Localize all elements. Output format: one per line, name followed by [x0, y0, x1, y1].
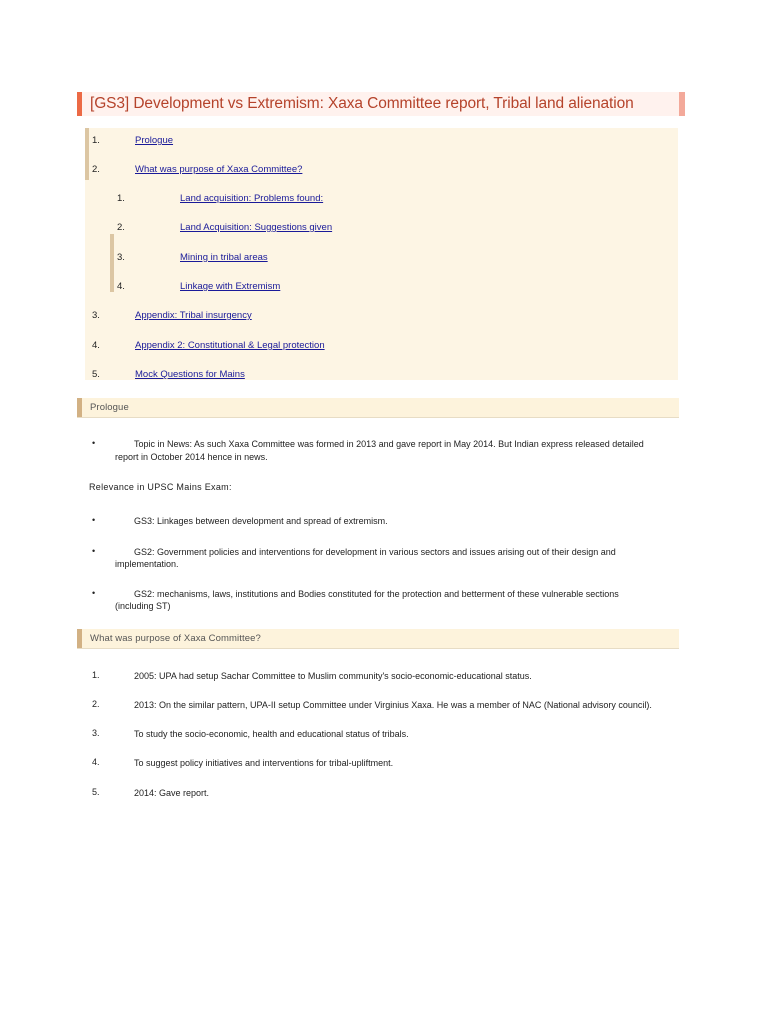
toc-link-prologue[interactable]: Prologue	[135, 135, 174, 146]
toc-item-number: 1.	[92, 135, 100, 146]
toc-edge-top	[85, 128, 89, 180]
relevance-point: GS3: Linkages between development and spread of extremism.	[134, 516, 388, 526]
list-item: To study the socio-economic, health and educational status of tribals.	[134, 729, 409, 739]
toc-subitem[interactable]	[117, 193, 417, 205]
toc-subitem[interactable]	[117, 252, 417, 264]
list-number: 4.	[92, 757, 100, 767]
list-number: 1.	[92, 670, 100, 680]
toc-link-mining[interactable]: Mining in tribal areas	[180, 252, 268, 263]
toc-item-number: 4.	[117, 281, 125, 292]
heading-accent	[77, 629, 82, 648]
toc-link-appendix-legal[interactable]: Appendix 2: Constitutional & Legal protection	[135, 340, 325, 351]
section-heading-purpose	[77, 629, 679, 649]
list-item: To suggest policy initiatives and interventions for tribal-upliftment.	[134, 758, 394, 768]
toc-item[interactable]	[92, 310, 392, 322]
relevance-point: GS2: Government policies and interventions for development in various sectors and issues arising out of their design and	[134, 547, 616, 557]
toc-link-land-problems[interactable]: Land acquisition: Problems found:	[180, 193, 324, 204]
toc-item-number: 2.	[117, 222, 125, 233]
table-of-contents	[85, 128, 678, 380]
list-number: 2.	[92, 699, 100, 709]
toc-item-number: 4.	[92, 340, 100, 351]
page-title-bar	[77, 92, 685, 116]
toc-item[interactable]	[92, 340, 412, 352]
toc-link-land-suggestions[interactable]: Land Acquisition: Suggestions given	[180, 222, 333, 233]
toc-link-extremism[interactable]: Linkage with Extremism	[180, 281, 281, 292]
list-number: 3.	[92, 728, 100, 738]
toc-item[interactable]	[92, 164, 392, 176]
toc-item-number: 2.	[92, 164, 100, 175]
list-item: 2014: Gave report.	[134, 788, 210, 798]
title-accent-left	[77, 92, 82, 116]
title-accent-right	[679, 92, 685, 116]
list-item: 2005: UPA had setup Sachar Committee to Muslim community's socio-economic-educational status.	[134, 671, 532, 681]
bullet-dot: •	[92, 515, 96, 525]
page-title: [GS3] Development vs Extremism: Xaxa Committee report, Tribal land alienation	[90, 95, 634, 112]
toc-item[interactable]	[92, 369, 392, 381]
bullet-dot: •	[92, 546, 96, 556]
bullet-dot: •	[92, 438, 96, 448]
section-heading-text: What was purpose of Xaxa Committee?	[90, 633, 261, 644]
toc-link-appendix-insurgency[interactable]: Appendix: Tribal insurgency	[135, 310, 252, 321]
toc-link-mock-questions[interactable]: Mock Questions for Mains	[135, 369, 245, 380]
bullet-dot: •	[92, 588, 96, 598]
list-item: 2013: On the similar pattern, UPA-II setup Committee under Virginius Xaxa. He was a member of NAC (National advisory council).	[134, 700, 652, 710]
toc-link-purpose[interactable]: What was purpose of Xaxa Committee?	[135, 164, 303, 175]
toc-item-number: 1.	[117, 193, 125, 204]
toc-subitem[interactable]	[117, 222, 417, 234]
relevance-point-cont: implementation.	[115, 559, 179, 569]
section-heading-text: Prologue	[90, 402, 129, 413]
topic-in-news-line1: Topic in News: As such Xaxa Committee was formed in 2013 and gave report in May 2014. But Indian express released detailed	[134, 439, 644, 449]
toc-subitem[interactable]	[117, 281, 417, 293]
list-number: 5.	[92, 787, 100, 797]
section-heading-prologue	[77, 398, 679, 418]
topic-in-news-line2: report in October 2014 hence in news.	[115, 452, 268, 462]
relevance-heading: Relevance in UPSC Mains Exam:	[89, 482, 232, 492]
relevance-point-cont: (including ST)	[115, 601, 171, 611]
toc-item-number: 5.	[92, 369, 100, 380]
heading-accent	[77, 398, 82, 417]
toc-edge-sub	[110, 234, 114, 292]
relevance-point: GS2: mechanisms, laws, institutions and Bodies constituted for the protection and betterment of these vulnerable sections	[134, 589, 619, 599]
toc-item[interactable]	[92, 135, 392, 147]
toc-item-number: 3.	[92, 310, 100, 321]
toc-item-number: 3.	[117, 252, 125, 263]
